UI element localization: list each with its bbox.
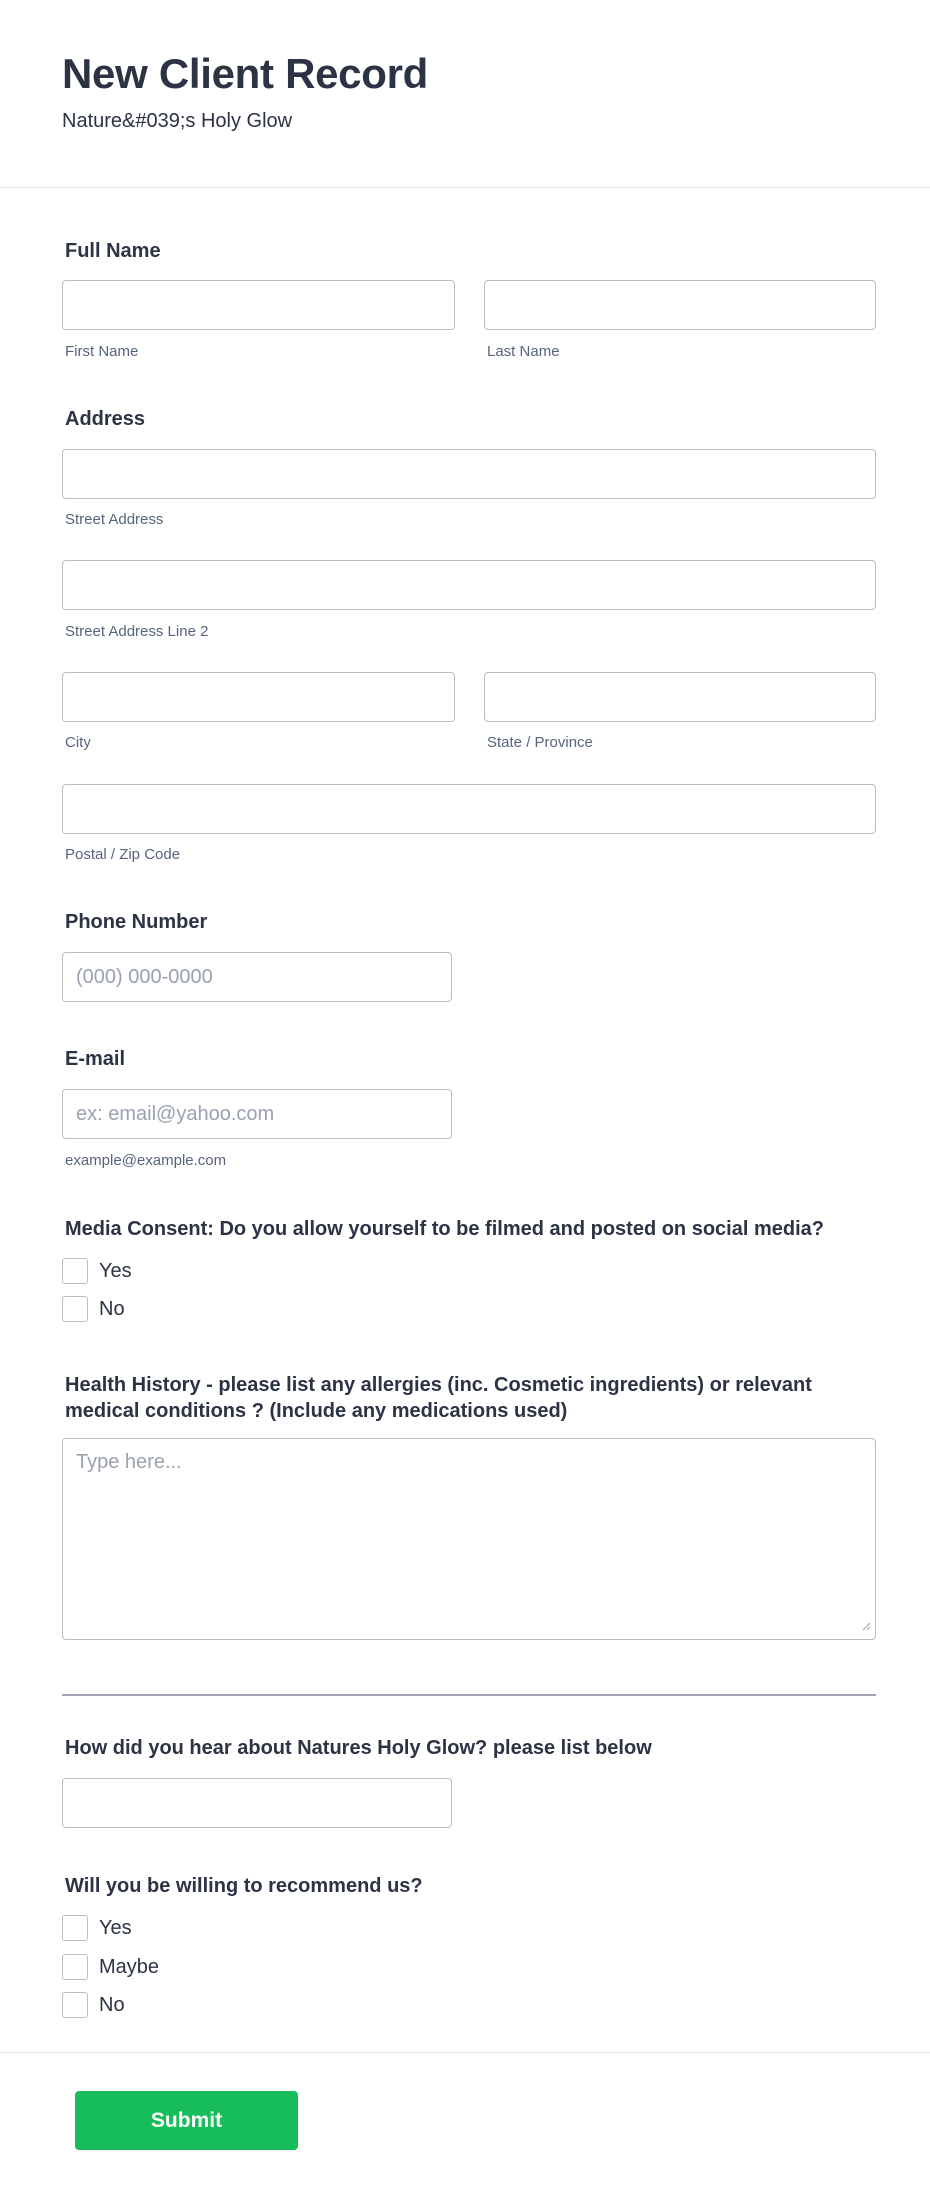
- full-name-label: Full Name: [65, 240, 161, 262]
- checkbox[interactable]: [62, 1992, 88, 2018]
- form-header: [0, 0, 930, 188]
- last-name-input[interactable]: [484, 280, 876, 330]
- checkbox[interactable]: [62, 1296, 88, 1322]
- option-label: No: [99, 1297, 125, 1320]
- checkbox[interactable]: [62, 1258, 88, 1284]
- resize-grip-icon[interactable]: [861, 1621, 871, 1631]
- street-address-line2-sublabel: Street Address Line 2: [65, 623, 209, 640]
- checkbox[interactable]: [62, 1915, 88, 1941]
- recommend-option-maybe[interactable]: [62, 1954, 159, 1980]
- first-name-input[interactable]: [62, 280, 455, 330]
- checkbox[interactable]: [62, 1954, 88, 1980]
- state-province-sublabel: State / Province: [487, 734, 593, 751]
- option-label: Yes: [99, 1259, 132, 1282]
- media-consent-option-no[interactable]: [62, 1296, 125, 1322]
- email-label: E-mail: [65, 1048, 126, 1070]
- city-sublabel: City: [65, 734, 91, 751]
- referral-label: How did you hear about Natures Holy Glow? please list below: [65, 1737, 652, 1759]
- recommend-label: Will you be willing to recommend us?: [65, 1875, 423, 1897]
- street-address-line2-input[interactable]: [62, 560, 876, 610]
- street-address-sublabel: Street Address: [65, 511, 164, 528]
- recommend-option-yes[interactable]: [62, 1915, 132, 1941]
- email-input[interactable]: [62, 1089, 452, 1139]
- address-label: Address: [65, 408, 146, 430]
- health-history-textarea[interactable]: [62, 1438, 876, 1640]
- first-name-sublabel: First Name: [65, 343, 139, 360]
- email-sublabel: example@example.com: [65, 1152, 227, 1169]
- postal-code-input[interactable]: [62, 784, 876, 834]
- health-history-label: Health History - please list any allergies (inc. Cosmetic ingredients) or relevant medical conditions ? (Include any medications used): [65, 1374, 812, 1422]
- street-address-input[interactable]: [62, 449, 876, 499]
- option-label: Maybe: [99, 1955, 160, 1978]
- section-divider: [62, 1694, 876, 1696]
- city-input[interactable]: [62, 672, 455, 722]
- last-name-sublabel: Last Name: [487, 343, 560, 360]
- page-subtitle: Nature&#039;s Holy Glow: [62, 110, 293, 132]
- media-consent-option-yes[interactable]: [62, 1258, 132, 1284]
- postal-code-sublabel: Postal / Zip Code: [65, 846, 181, 863]
- footer-divider: [0, 2052, 930, 2053]
- referral-input[interactable]: [62, 1778, 452, 1828]
- option-label: Yes: [99, 1916, 132, 1939]
- option-label: No: [99, 1993, 125, 2016]
- page-title: New Client Record: [62, 50, 428, 97]
- phone-number-label: Phone Number: [65, 911, 208, 933]
- phone-number-input[interactable]: [62, 952, 452, 1002]
- state-province-input[interactable]: [484, 672, 876, 722]
- recommend-option-no[interactable]: [62, 1992, 125, 2018]
- submit-button[interactable]: Submit: [75, 2091, 298, 2150]
- media-consent-label: Media Consent: Do you allow yourself to be filmed and posted on social media?: [65, 1218, 824, 1240]
